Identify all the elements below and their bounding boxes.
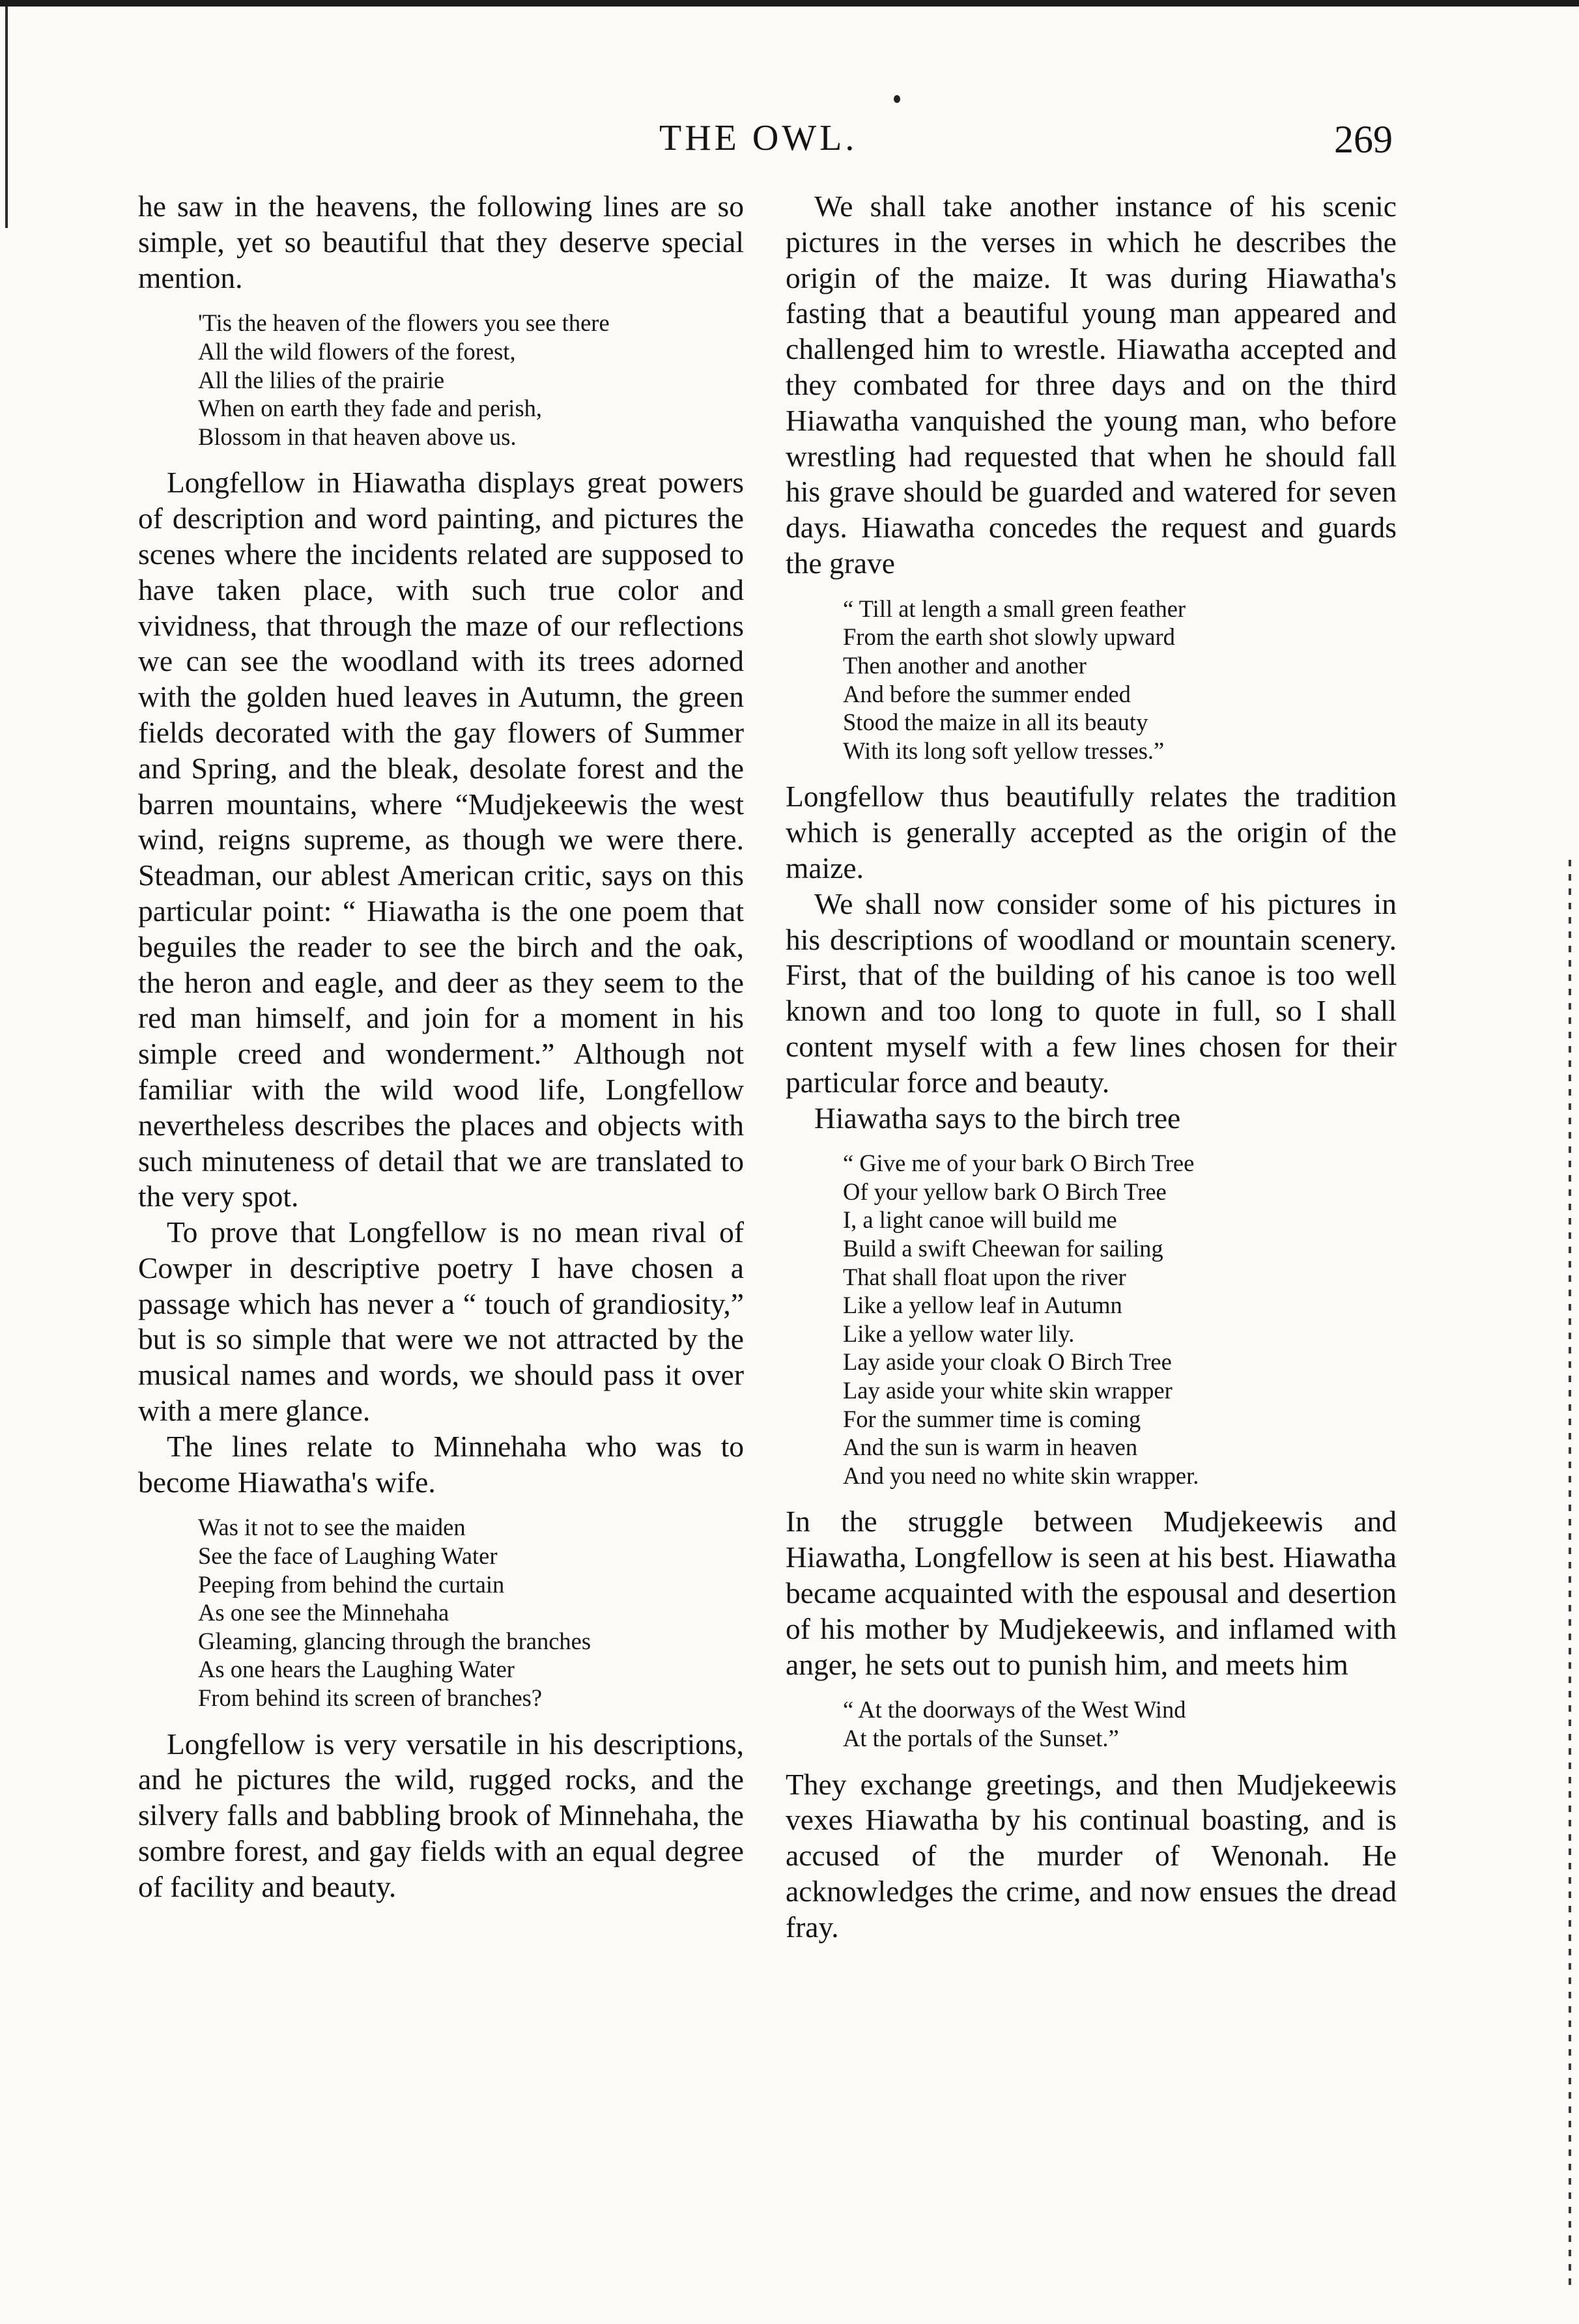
verse-line: Blossom in that heaven above us. [198, 423, 517, 450]
page-top-border [0, 0, 1579, 7]
paragraph: he saw in the heavens, the following lines are so simple, yet so beautiful that they deserve special mention. [138, 190, 744, 294]
page-header [0, 117, 1579, 169]
verse-line: Lay aside your cloak O Birch Tree [843, 1348, 1172, 1376]
paragraph: Longfellow in Hiawatha displays great powers of description and word painting, and pictures the scenes where the incidents related are supposed to have taken place, with such true color and vividness, that through the maze of our reflections we can see the woodland with its trees adorned with the golden hued leaves in Autumn, the green fields decorated with the gay flowers of Summer and Spring, and the bleak, desolate forest and the barren mountains, where “Mudjekeewis the west wind, reigns supreme, as though we were there. Steadman, our ablest American critic, says on this particular point: “ Hiawatha is the one poem that beguiles the reader to see the birch and the oak, the heron and eagle, and deer as they seem to the red man himself, and join for a moment in his simple creed and wonderment.” Although not familiar with the wild wood life, Longfellow nevertheless describes the places and objects with such minuteness of detail that we are translated to the very spot. [138, 466, 744, 1213]
verse-line: “ Till at length a small green feather [843, 595, 1186, 622]
left-column [138, 189, 744, 1905]
verse-line: I, a light canoe will build me [843, 1206, 1117, 1234]
paragraph: Longfellow is very versatile in his descriptions, and he pictures the wild, rugged rocks, and the silvery falls and babbling brook of Minnehaha, the sombre forest, and gay fields with an equal degree of facility and beauty. [138, 1727, 744, 1903]
verse-line: For the summer time is coming [843, 1405, 1141, 1432]
verse-block [843, 1695, 1397, 1752]
paragraph: Longfellow thus beautifully relates the tradition which is generally accepted as the origin of the maize. [786, 780, 1397, 885]
verse-block [198, 1513, 744, 1712]
verse-block [843, 595, 1397, 765]
verse-line: And before the summer ended [843, 680, 1131, 707]
verse-line: All the wild flowers of the forest, [198, 337, 516, 365]
right-column [786, 189, 1397, 1946]
verse-line: From behind its screen of branches? [198, 1684, 543, 1712]
verse-line: All the lilies of the prairie [198, 366, 445, 393]
page-number: 269 [1334, 118, 1393, 161]
running-head: THE OWL. [659, 118, 858, 158]
verse-block [198, 309, 744, 451]
verse-line: Like a yellow leaf in Autumn [843, 1292, 1122, 1319]
paragraph: We shall take another instance of his scenic pictures in the verses in which he describes the origin of the maize. It was during Hiawatha's fasting that a beautiful young man appeared and challenged him to wrestle. Hiawatha accepted and they combated for three days and on the third Hiawatha vanquished the young man, who before wrestling had requested that when he should fall his grave should be guarded and watered for seven days. Hiawatha concedes the request and guards the grave [786, 190, 1397, 580]
verse-line: And you need no white skin wrapper. [843, 1462, 1199, 1489]
verse-line: 'Tis the heaven of the flowers you see there [198, 309, 610, 337]
verse-line: See the face of Laughing Water [198, 1542, 498, 1570]
paragraph: They exchange greetings, and then Mudjekeewis vexes Hiawatha by his continual boasting, and is accused of the murder of Wenonah. He acknowledges the crime, and now ensues the dread fray. [786, 1767, 1397, 1944]
paragraph: In the struggle between Mudjekeewis and Hiawatha, Longfellow is seen at his best. Hiawatha became acquainted with the espousal and desertion of his mother by Mudjekeewis, and inflamed with anger, he sets out to punish him, and meets him [786, 1505, 1397, 1681]
paragraph: To prove that Longfellow is no mean rival of Cowper in descriptive poetry I have chosen a passage which has never a “ touch of grandiosity,” but is so simple that were we not attracted by the musical names and words, we should pass it over with a mere glance. [138, 1215, 744, 1428]
verse-line: Lay aside your white skin wrapper [843, 1377, 1173, 1404]
scan-right-edge [1569, 860, 1571, 2293]
verse-line: From the earth shot slowly upward [843, 623, 1175, 651]
verse-line: “ Give me of your bark O Birch Tree [843, 1150, 1195, 1177]
paragraph: We shall now consider some of his pictures in his descriptions of woodland or mountain scenery. First, that of the building of his canoe is too well known and too long to quote in full, so I shall content myself with a few lines chosen for their particular force and beauty. [786, 886, 1397, 1099]
verse-line: Gleaming, glancing through the branches [198, 1627, 591, 1654]
verse-line: “ At the doorways of the West Wind [843, 1696, 1186, 1723]
verse-line: Then another and another [843, 651, 1087, 679]
verse-line: Of your yellow bark O Birch Tree [843, 1178, 1167, 1205]
verse-line: As one hears the Laughing Water [198, 1656, 515, 1683]
paragraph: The lines relate to Minnehaha who was to become Hiawatha's wife. [138, 1429, 744, 1499]
verse-line: And the sun is warm in heaven [843, 1434, 1138, 1461]
verse-line: That shall float upon the river [843, 1263, 1126, 1290]
verse-line: With its long soft yellow tresses.” [843, 737, 1165, 764]
verse-line: Stood the maize in all its beauty [843, 709, 1148, 736]
verse-line: Was it not to see the maiden [198, 1514, 466, 1541]
verse-line: At the portals of the Sunset.” [843, 1725, 1119, 1751]
verse-line: Build a swift Cheewan for sailing [843, 1235, 1163, 1262]
verse-line: When on earth they fade and perish, [198, 395, 543, 422]
verse-block [843, 1149, 1397, 1490]
print-mark [894, 95, 900, 103]
paragraph: Hiawatha says to the birch tree [814, 1101, 1181, 1135]
verse-line: Like a yellow water lily. [843, 1320, 1075, 1347]
verse-line: Peeping from behind the curtain [198, 1570, 505, 1598]
verse-line: As one see the Minnehaha [198, 1599, 449, 1626]
